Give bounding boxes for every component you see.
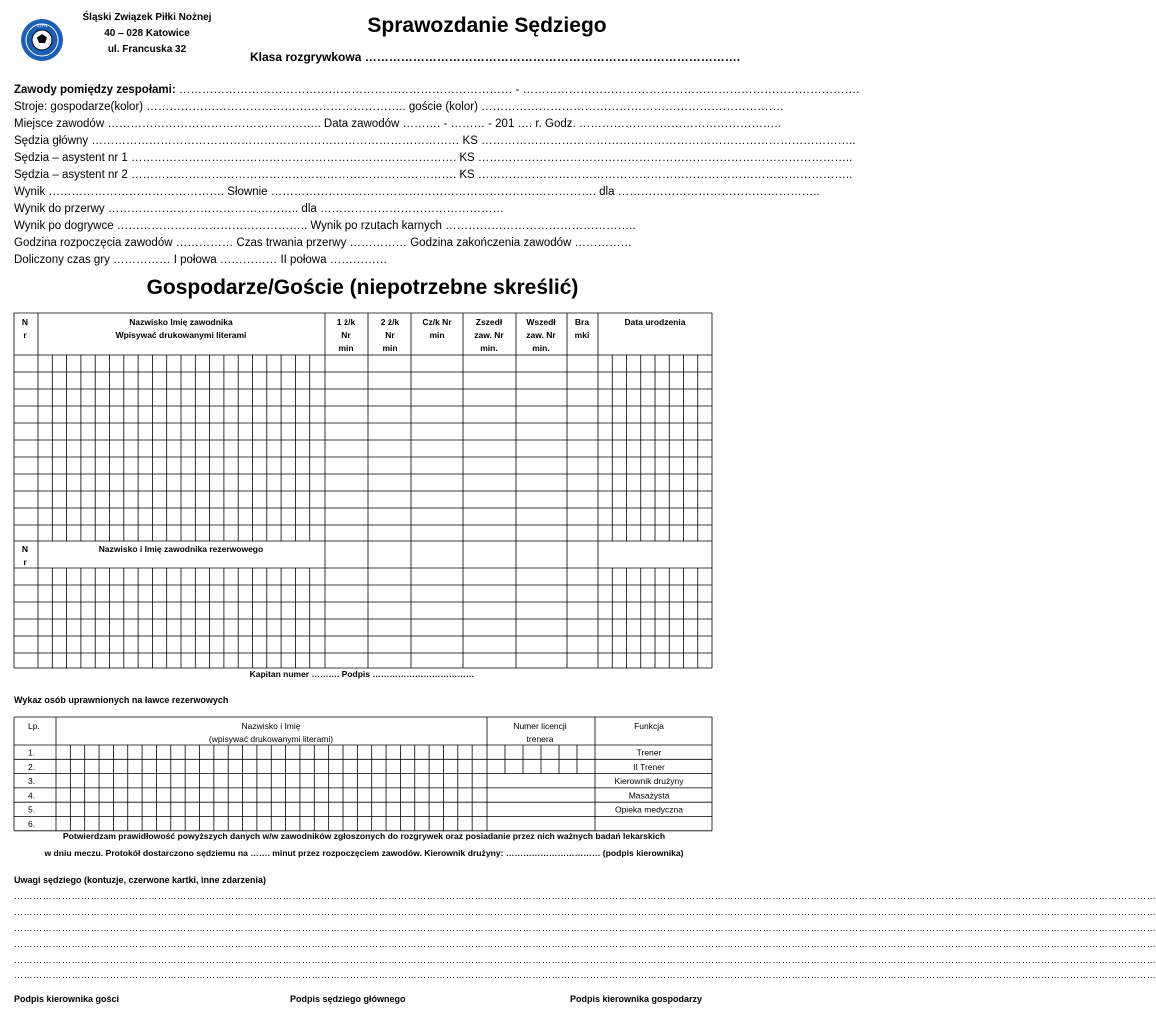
notes-line-4[interactable]: ……………………………………………………………………………………………………………………………………………………………………………………………………………………………………………………………………………………………………………………………: [14, 939, 1156, 949]
notes-line-3[interactable]: ……………………………………………………………………………………………………………………………………………………………………………………………………………………………………………………………………………………………………………………………: [14, 923, 1156, 933]
klasa-rozgrywkowa-field[interactable]: Klasa rozgrywkowa ………………………………………………………………………………….: [250, 50, 741, 64]
wynik-field[interactable]: Wynik ………………………………………. Słownie …………………………………………………………………………. dla ……………………………………………..: [14, 186, 820, 198]
bench-row-lp: 3.: [28, 776, 36, 787]
bench-col-lic-2: trenera: [526, 734, 554, 744]
col-zk1-h1: 1 ż/k: [336, 317, 356, 327]
confirmation-line-1: Potwierdzam prawidłowość powyższych danych w/w zawodników zgłoszonych do rozgrywek oraz posiadanie przez nich ważnych badań lekarskich: [62, 831, 666, 841]
col-zszedl-h1: Zszedł: [475, 317, 503, 327]
col-zszedl-h3: min.: [480, 343, 498, 353]
col-nr-h1: N: [21, 317, 29, 327]
bench-title: Wykaz osób uprawnionych na ławce rezerwowych: [14, 695, 229, 705]
notes-line-1[interactable]: ……………………………………………………………………………………………………………………………………………………………………………………………………………………………………………………………………………………………………………………………: [14, 891, 1156, 901]
confirmation-text: [14, 828, 714, 862]
col-wszedl-h3: min.: [532, 343, 550, 353]
col-czk-h2: min: [429, 330, 445, 340]
wynik-dogrywka-field[interactable]: Wynik po dogrywce ………………………………………….. Wynik po rzutach karnych …………………………………………..: [14, 220, 636, 232]
confirmation-line-2[interactable]: w dniu meczu. Protokół dostarczono sędziemu na ……. minut przez rozpoczęciem zawodów. Kierownik drużyny: …………………………… (podpis kierownika): [44, 848, 684, 858]
section-title: Gospodarze/Goście (niepotrzebne skreślić): [146, 276, 579, 299]
notes-title: Uwagi sędziego (kontuzje, czerwone kartki, inne zdarzenia): [14, 875, 267, 885]
bench-row-lp: 6.: [28, 819, 36, 829]
col-zszedl-h2: zaw. Nr: [474, 330, 504, 340]
col-zk2-h3: min: [382, 343, 398, 353]
col-zk1-h2: Nr: [341, 330, 351, 340]
stroje-field[interactable]: Stroje: gospodarze(kolor) ………………………………………………………….. goście (kolor) …………………………………………………………………….: [14, 101, 784, 113]
col-wszedl-h1: Wszedł: [526, 317, 556, 327]
col-czk-h1: Cz/k Nr: [422, 317, 452, 327]
col-bramki-h2: mki: [574, 330, 590, 340]
bench-col-name-2: (wpisywać drukowanymi literami): [208, 734, 334, 744]
bench-row-funkcja: Trener: [636, 747, 662, 758]
org-name: Śląski Związek Piłki Nożnej: [82, 12, 212, 23]
bench-row-lp: 5.: [28, 804, 36, 815]
bench-row-lp: 2.: [28, 761, 36, 772]
bench-col-funkcja: Funkcja: [634, 721, 664, 731]
reserve-nr-h2: r: [23, 557, 27, 567]
miejsce-field[interactable]: Miejsce zawodów ……………………………………………….. Data zawodów ………. - ……… - 201 …. r. Godz. ……………………………………………..: [14, 118, 781, 130]
doliczony-czas-field[interactable]: Doliczony czas gry …………… I połowa …………… II połowa ……………: [14, 254, 388, 266]
notes-line-2[interactable]: ……………………………………………………………………………………………………………………………………………………………………………………………………………………………………………………………………………………………………………………………: [14, 907, 1156, 917]
bench-col-lp: Lp.: [28, 721, 40, 731]
bench-col-lic-1: Numer licencji: [513, 721, 567, 731]
bench-row-lp: 1.: [28, 747, 36, 758]
col-zk1-h3: min: [338, 343, 354, 353]
col-bramki-h1: Bra: [574, 317, 590, 327]
zawody-dots: …………………………………………………………………………… - …………………………………………………………………………….: [175, 84, 860, 96]
reserve-nr-h1: N: [21, 544, 29, 554]
notes-line-6[interactable]: ……………………………………………………………………………………………………………………………………………………………………………………………………………………………………………………………………………………………………………………………: [14, 970, 1156, 980]
signature-referee: Podpis sędziego głównego: [290, 994, 406, 1004]
zawody-label: Zawody pomiędzy zespołami:: [14, 84, 176, 96]
bench-row-funkcja: Masażysta: [628, 790, 670, 801]
godzina-field[interactable]: Godzina rozpoczęcia zawodów …………… Czas trwania przerwy …………… Godzina zakończenia zawodów ……………: [14, 237, 633, 249]
col-data-urodzenia-h: Data urodzenia: [624, 317, 686, 327]
wynik-przerwy-field[interactable]: Wynik do przerwy ………………………………………….. dla …………………………………………: [14, 203, 504, 215]
bench-row-funkcja: Opieka medyczna: [614, 804, 684, 815]
bench-row-lp: 4.: [28, 790, 36, 801]
col-zk2-h2: Nr: [385, 330, 395, 340]
svg-text:ŚZPN: ŚZPN: [36, 23, 48, 28]
notes-line-5[interactable]: ……………………………………………………………………………………………………………………………………………………………………………………………………………………………………………………………………………………………………………………………: [14, 955, 1156, 965]
page-title: Sprawozdanie Sędziego: [367, 14, 607, 37]
col-nr-h2: r: [23, 330, 27, 340]
bench-col-name-1: Nazwisko i Imię: [241, 721, 301, 731]
signature-guest-manager: Podpis kierownika gości: [14, 994, 120, 1004]
reserve-name-h: Nazwisko i Imię zawodnika rezerwowego: [98, 544, 264, 554]
kapitan-line[interactable]: Kapitan numer ………. Podpis ………………………………: [249, 669, 475, 679]
asystent2-field[interactable]: Sędzia – asystent nr 2 …………………………………………………………………………. KS ……………………………………………………………………………………..: [14, 169, 853, 181]
signature-home-manager: Podpis kierownika gospodarzy: [570, 994, 703, 1004]
bench-row-funkcja: Kierownik drużyny: [614, 776, 684, 787]
bench-row-funkcja: II Trener: [633, 761, 665, 772]
col-zk2-h1: 2 ż/k: [380, 317, 400, 327]
col-name-h2: Wpisywać drukowanymi literami: [115, 330, 247, 340]
col-name-h1: Nazwisko Imię zawodnika: [129, 317, 233, 327]
asystent1-field[interactable]: Sędzia – asystent nr 1 …………………………………………………………………………. KS ……………………………………………………………………………………..: [14, 152, 853, 164]
col-wszedl-h2: zaw. Nr: [526, 330, 556, 340]
org-postal: 40 – 028 Katowice: [104, 28, 190, 39]
org-street: ul. Francuska 32: [107, 44, 187, 55]
sedzia-glowny-field[interactable]: Sędzia główny …………………………………………………………………………………… KS ……………………………………………………………………………………..: [14, 135, 856, 147]
